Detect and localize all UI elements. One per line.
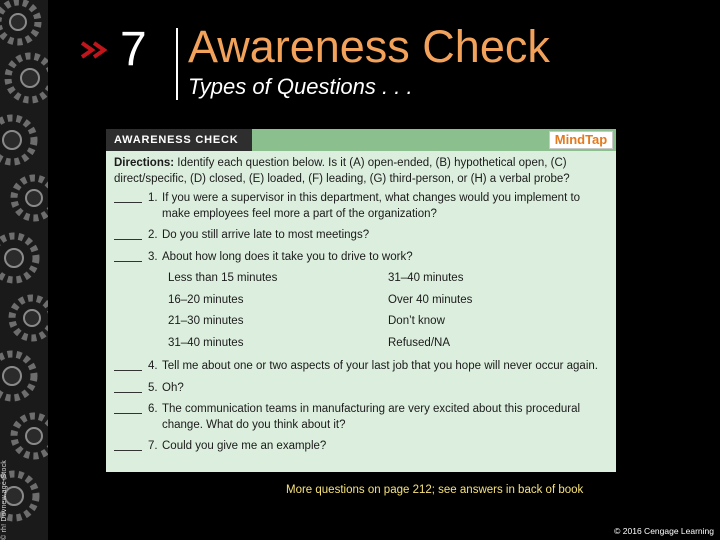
answer-blank <box>114 381 142 393</box>
option-item: 31–40 minutes <box>388 272 464 284</box>
option-item: Don’t know <box>388 315 445 327</box>
question-number: 4. <box>148 360 158 372</box>
question-item <box>114 359 608 375</box>
question-text: If you were a supervisor in this department, what changes would you implement to make employees feel more a part of the organization? <box>162 192 581 220</box>
question-item <box>114 250 608 266</box>
answer-blank <box>114 402 142 414</box>
directions-text: Identify each question below. Is it (A) open-ended, (B) hypothetical open, (C) direct/specific, (D) closed, (E) loaded, (F) leading, (G) third-person, or (H) a verbal probe? <box>114 157 570 185</box>
question-text: Do you still arrive late to most meetings? <box>162 229 370 241</box>
option-item: 31–40 minutes <box>168 336 244 349</box>
question-number: 2. <box>148 229 158 241</box>
option-item: 21–30 minutes <box>168 315 244 327</box>
question-number: 3. <box>148 250 158 263</box>
question-item <box>114 439 608 455</box>
option-item: 16–20 minutes <box>168 293 244 306</box>
question-number: 5. <box>148 381 158 394</box>
card-header <box>106 129 616 151</box>
card-body <box>106 151 616 455</box>
question-item <box>114 191 608 222</box>
double-chevron-right-icon <box>78 40 122 60</box>
answer-blank <box>114 250 142 262</box>
option-item: Refused/NA <box>388 336 451 349</box>
directions-label: Directions: <box>114 157 175 169</box>
chapter-number: 7 <box>120 23 147 76</box>
slide-title: Awareness Check <box>188 21 550 72</box>
answer-options <box>168 271 608 351</box>
question-text: Oh? <box>162 381 184 394</box>
gear-decoration <box>0 0 48 540</box>
question-text: About how long does it take you to drive to work? <box>162 250 413 263</box>
question-text: Could you give me an example? <box>162 440 327 452</box>
answer-blank <box>114 439 142 451</box>
question-number: 7. <box>148 440 158 452</box>
card-header-title: AWARENESS CHECK <box>106 129 252 151</box>
title-divider <box>176 28 178 100</box>
answer-blank <box>114 359 142 371</box>
question-text: Tell me about one or two aspects of your last job that you hope will never occur again. <box>162 360 598 372</box>
question-text: The communication teams in manufacturing are very excited about this procedural change. What do you think about it? <box>162 403 581 431</box>
slide-subtitle: Types of Questions . . . <box>188 74 413 99</box>
question-item <box>114 228 608 244</box>
awareness-check-card <box>106 129 616 472</box>
answer-blank <box>114 228 142 240</box>
question-item <box>114 381 608 397</box>
option-item: Over 40 minutes <box>388 293 473 306</box>
image-credit: © rh! Dovnew.age-Stock <box>1 460 8 540</box>
question-number: 6. <box>148 403 158 415</box>
answer-blank <box>114 191 142 203</box>
copyright: © 2016 Cengage Learning <box>614 526 714 536</box>
mindtap-logo: MindTap <box>549 131 613 149</box>
question-item <box>114 402 608 433</box>
option-item: Less than 15 minutes <box>168 272 278 284</box>
directions <box>114 156 608 187</box>
question-number: 1. <box>148 192 158 204</box>
footnote: More questions on page 212; see answers in back of book <box>286 484 584 496</box>
